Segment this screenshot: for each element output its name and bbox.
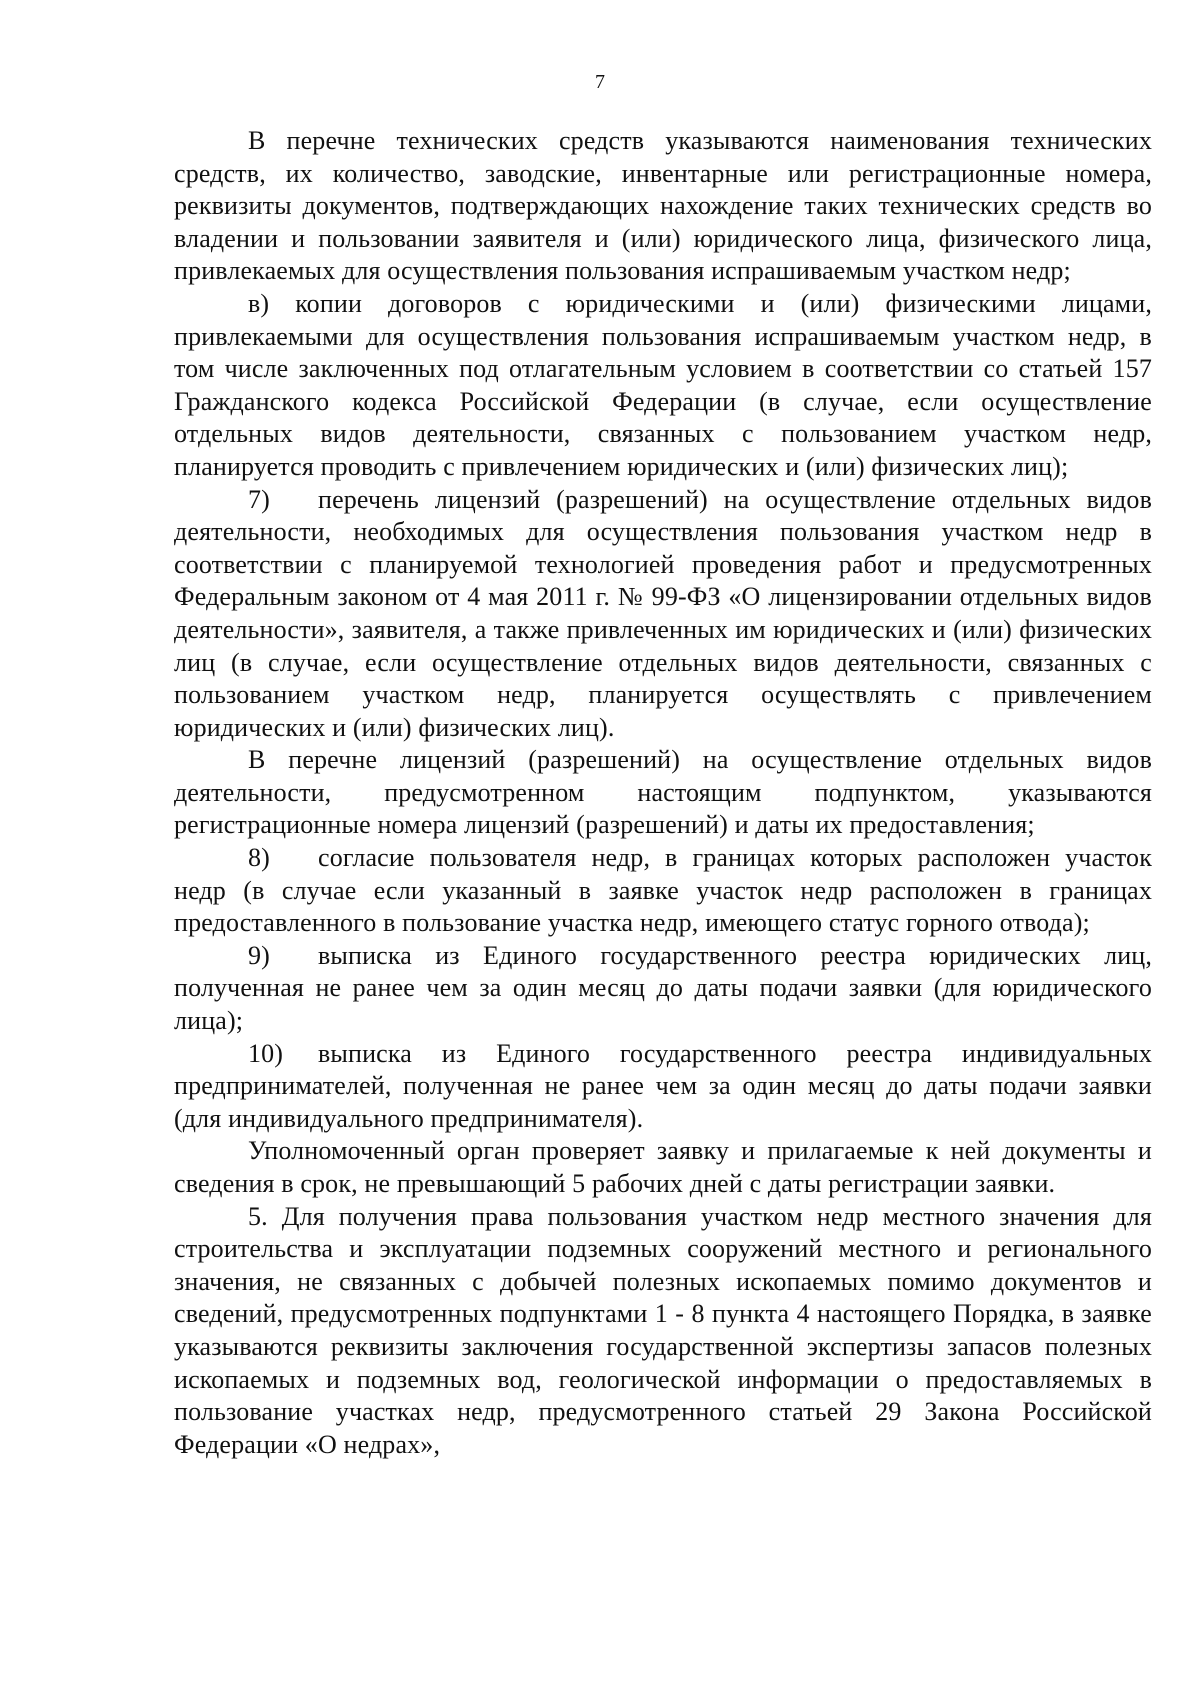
paragraph-technical-means-list	[174, 125, 1152, 288]
paragraph-text: В перечне лицензий (разрешений) на осуществление отдельных видов деятельности, предусмотренном настоящим подпунктом, указываются регистрационные номера лицензий (разрешений) и даты их предоставления;	[174, 745, 1152, 840]
item-number: 8)	[248, 843, 270, 873]
paragraph-licenses-registration	[174, 744, 1152, 842]
item-text: согласие пользователя недр, в границах которых расположен участок недр (в случае если указанный в заявке участок недр расположен в границах предоставленного в пользование участка недр, имеющего статус горного отвода);	[174, 843, 1152, 938]
item-9-legal-entities-extract	[174, 940, 1152, 1038]
item-text: перечень лицензий (разрешений) на осуществление отдельных видов деятельности, необходимых для осуществления пользования участком недр в соответствии с планируемой технологией проведения работ и предусмотренных Федеральным законом от 4 мая 2011 г. № 99-ФЗ «О лицензировании отдельных видов деятельности», заявителя, а также привлеченных им юридических и (или) физических лиц (в случае, если осуществление отдельных видов деятельности, связанных с пользованием участком недр, планируется осуществлять с привлечением юридических и (или) физических лиц).	[174, 484, 1152, 742]
paragraph-text: 5. Для получения права пользования участком недр местного значения для строительства и эксплуатации подземных сооружений местного и регионального значения, не связанных с добычей полезных ископаемых помимо документов и сведений, предусмотренных подпунктами 1 - 8 пункта 4 настоящего Порядка, в заявке указываются реквизиты заключения государственной экспертизы запасов полезных ископаемых и подземных вод, геологической информации о предоставляемых в пользование участках недр, предусмотренного статьей 29 Закона Российской Федерации «О недрах»,	[174, 1201, 1152, 1459]
paragraph-contracts-copies	[174, 288, 1152, 484]
paragraph-section-5	[174, 1201, 1152, 1462]
item-number: 9)	[248, 940, 270, 970]
page-number: 7	[595, 71, 605, 93]
paragraph-text: Уполномоченный орган проверяет заявку и прилагаемые к ней документы и сведения в срок, не превышающий 5 рабочих дней с даты регистрации заявки.	[174, 1136, 1152, 1198]
document-body	[174, 125, 1152, 1461]
item-text: выписка из Единого государственного реестра индивидуальных предпринимателей, полученная не ранее чем за один месяц до даты подачи заявки (для индивидуального предпринимателя).	[174, 1038, 1152, 1133]
paragraph-application-check	[174, 1135, 1152, 1200]
paragraph-text: в) копии договоров с юридическими и (или) физическими лицами, привлекаемыми для осуществления пользования испрашиваемым участком недр, в том числе заключенных под отлагательным условием в соответствии со статьей 157 Гражданского кодекса Российской Федерации (в случае, если осуществление отдельных видов деятельности, связанных с пользованием участком недр, планируется проводить с привлечением юридических и (или) физических лиц);	[174, 288, 1152, 481]
item-number: 7)	[248, 484, 270, 514]
item-number: 10)	[248, 1038, 284, 1068]
item-text: выписка из Единого государственного реестра юридических лиц, полученная не ранее чем за один месяц до даты подачи заявки (для юридического лица);	[174, 940, 1152, 1036]
item-7-licenses-list	[174, 484, 1152, 745]
paragraph-text: В перечне технических средств указываются наименования технических средств, их количество, заводские, инвентарные или регистрационные номера, реквизиты документов, подтверждающих нахождение таких технических средств во владении и пользовании заявителя и (или) юридического лица, физического лица, привлекаемых для осуществления пользования испрашиваемым участком недр;	[174, 126, 1152, 286]
item-8-subsoil-user-consent	[174, 842, 1152, 940]
item-10-entrepreneurs-extract	[174, 1038, 1152, 1136]
